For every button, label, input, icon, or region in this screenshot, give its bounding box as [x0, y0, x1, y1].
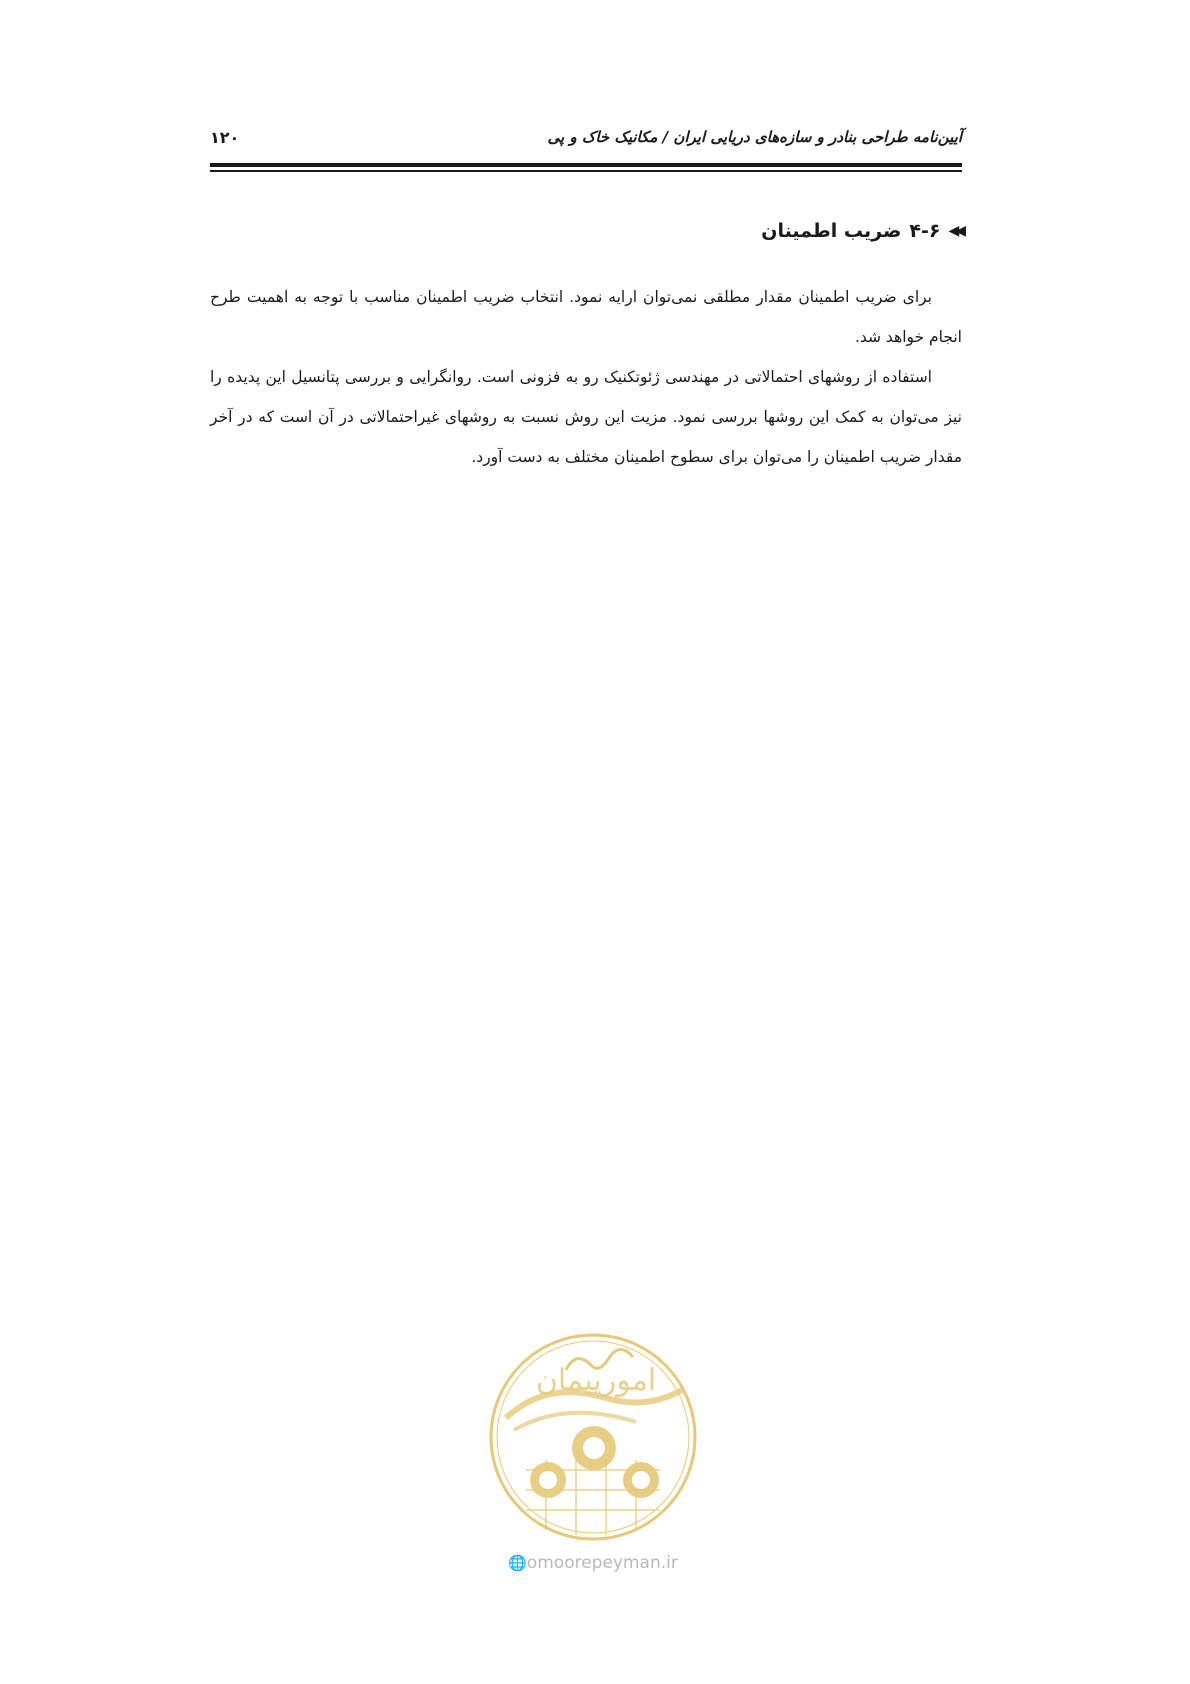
paragraph: برای ضریب اطمینان مقدار مطلقی نمی‌توان ارایه نمود. انتخاب ضریب اطمینان مناسب با توجه به اهمیت طرح انجام خواهد شد.: [210, 288, 962, 346]
body-text: [210, 277, 962, 477]
seal-icon: [486, 1330, 700, 1544]
section-number: ۴-۶: [909, 220, 941, 242]
header-rule-thin: [210, 170, 962, 172]
logo-text: امورپیمان: [535, 1363, 657, 1398]
running-title: آیین‌نامه طراحی بنادر و سازه‌های دریایی ایران / مکانیک خاک و پی: [547, 128, 962, 146]
header-rule-thick: [210, 163, 962, 167]
watermark-url: [486, 1553, 700, 1573]
section-title: ضریب اطمینان: [761, 220, 902, 242]
paragraph: استفاده از روشهای احتمالاتی در مهندسی ژئوتکنیک رو به فزونی است. روانگرایی و بررسی پتانسیل این پدیده را نیز می‌توان به کمک این روشها بررسی نمود. مزیت این روش نسبت به روشهای غیراحتمالاتی در آن است که در آخر مقدار ضریب اطمینان را می‌توان برای سطوح اطمینان مختلف به دست آورد.: [210, 368, 962, 466]
globe-icon: 🌐: [508, 1554, 527, 1572]
section-heading: [761, 220, 962, 242]
watermark-logo: [486, 1330, 700, 1544]
double-arrow-icon: ◀◀: [948, 223, 962, 239]
page-header: [210, 128, 962, 154]
page-number: ۱۲۰: [210, 128, 240, 147]
watermark-url-text: omoorepeyman.ir: [526, 1553, 678, 1573]
